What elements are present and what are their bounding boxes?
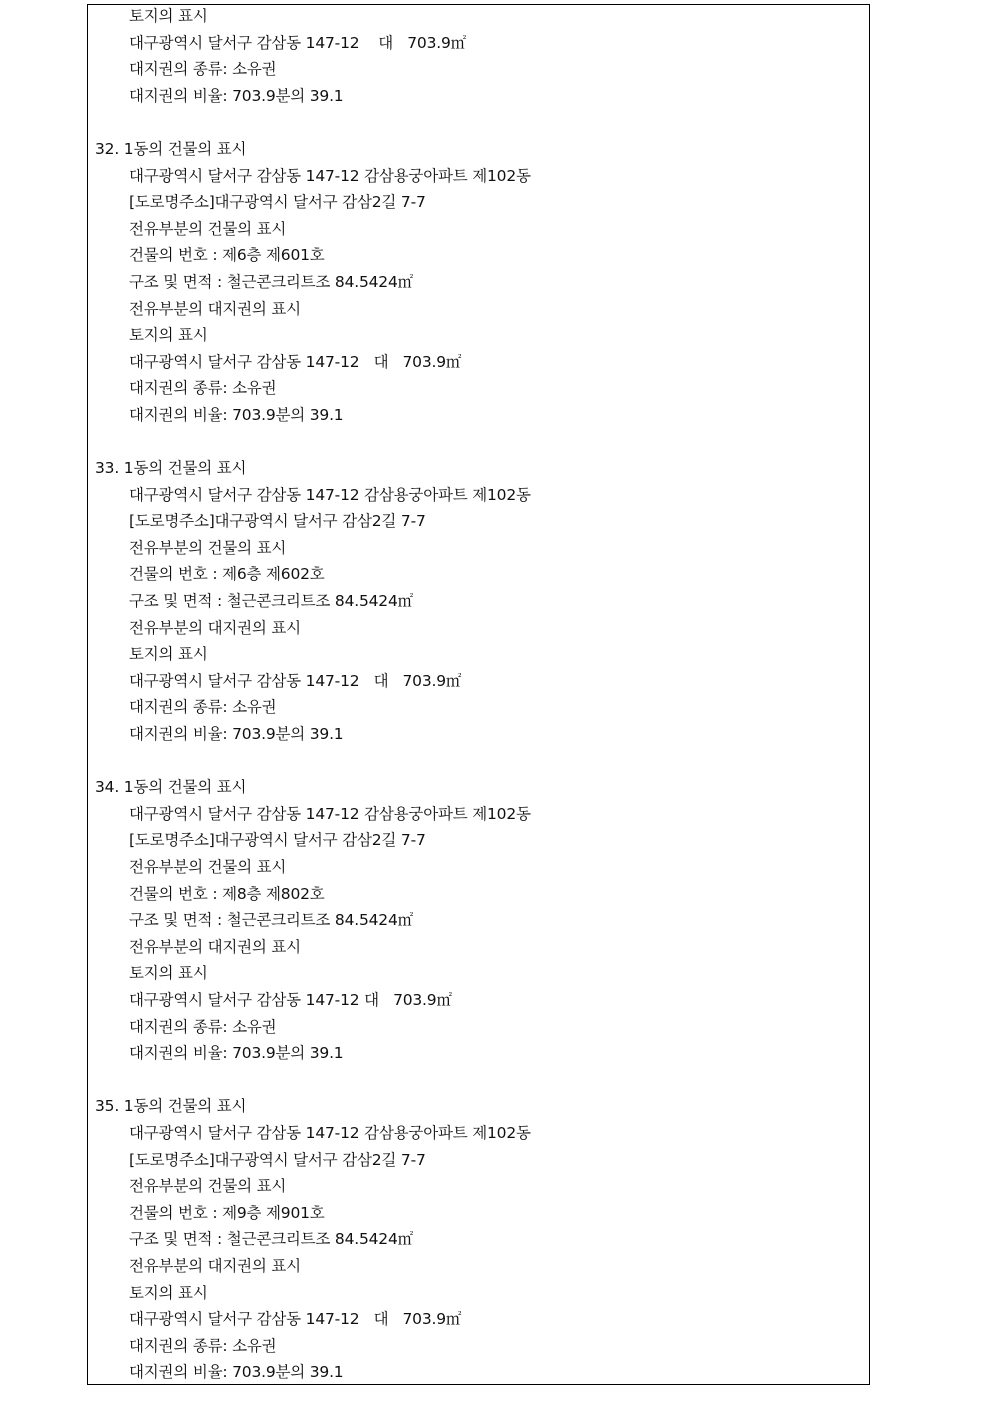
text-line: [도로명주소]대구광역시 달서구 감삼2길 7-7 [129, 193, 426, 212]
text-line: 대지권의 종류: 소유권 [129, 1336, 277, 1355]
text-line: 구조 및 면적 : 철근콘크리트조 84.5424㎡ [129, 911, 413, 930]
text-line: 대구광역시 달서구 감삼동 147-12 감삼용궁아파트 제102동 [129, 1123, 531, 1142]
spacer [95, 1067, 865, 1094]
spacer [95, 748, 865, 775]
text-line: 건물의 번호 : 제6층 제602호 [129, 565, 325, 584]
entry-heading: 32. 1동의 건물의 표시 [95, 139, 247, 158]
text-line: 전유부분의 대지권의 표시 [129, 937, 301, 956]
entry-33 [95, 455, 865, 748]
text-line: 전유부분의 대지권의 표시 [129, 1256, 301, 1275]
text-line: 대구광역시 달서구 감삼동 147-12 대 703.9㎡ [129, 671, 462, 690]
text-line: 대지권의 종류: 소유권 [129, 1017, 277, 1036]
text-line: [도로명주소]대구광역시 달서구 감삼2길 7-7 [129, 512, 426, 531]
top-partial-section [95, 3, 865, 109]
text-line: [도로명주소]대구광역시 달서구 감삼2길 7-7 [129, 1150, 426, 1169]
text-line: 대구광역시 달서구 감삼동 147-12 감삼용궁아파트 제102동 [129, 485, 531, 504]
entry-34 [95, 774, 865, 1067]
text-line: 대지권의 비율: 703.9분의 39.1 [129, 86, 344, 105]
text-line: 대지권의 종류: 소유권 [129, 60, 277, 79]
text-line: 전유부분의 건물의 표시 [129, 219, 287, 238]
text-line: 전유부분의 대지권의 표시 [129, 299, 301, 318]
text-line: 구조 및 면적 : 철근콘크리트조 84.5424㎡ [129, 272, 413, 291]
text-line: 대지권의 비율: 703.9분의 39.1 [129, 725, 344, 744]
text-line: 건물의 번호 : 제8층 제802호 [129, 884, 325, 903]
text-line: 전유부분의 건물의 표시 [129, 538, 287, 557]
text-line: 대지권의 비율: 703.9분의 39.1 [129, 405, 344, 424]
text-line: 대구광역시 달서구 감삼동 147-12 대 703.9㎡ [129, 1310, 462, 1329]
text-line: [도로명주소]대구광역시 달서구 감삼2길 7-7 [129, 831, 426, 850]
text-line: 전유부분의 건물의 표시 [129, 858, 287, 876]
text-line: 대지권의 비율: 703.9분의 39.1 [129, 1363, 344, 1382]
entry-35 [95, 1093, 865, 1386]
text-line: 대구광역시 달서구 감삼동 147-12 대 703.9㎡ [129, 990, 452, 1009]
text-line: 대지권의 비율: 703.9분의 39.1 [129, 1044, 344, 1063]
text-line: 구조 및 면적 : 철근콘크리트조 84.5424㎡ [129, 592, 413, 611]
text-line: 전유부분의 대지권의 표시 [129, 618, 301, 637]
text-line: 토지의 표시 [129, 326, 208, 345]
spacer [95, 109, 865, 136]
text-line: 대지권의 종류: 소유권 [129, 379, 277, 398]
entry-32 [95, 136, 865, 429]
text-line: 대구광역시 달서구 감삼동 147-12 대 703.9㎡ [129, 352, 462, 371]
spacer [95, 429, 865, 456]
entry-heading: 33. 1동의 건물의 표시 [95, 459, 247, 478]
text-line: 구조 및 면적 : 철근콘크리트조 84.5424㎡ [129, 1230, 413, 1249]
document-body [95, 3, 865, 1386]
entry-heading: 35. 1동의 건물의 표시 [95, 1097, 247, 1116]
text-line: 전유부분의 건물의 표시 [129, 1177, 287, 1196]
text-line: 건물의 번호 : 제6층 제601호 [129, 246, 325, 265]
text-line: 대구광역시 달서구 감삼동 147-12 감삼용궁아파트 제102동 [129, 166, 531, 185]
entry-heading: 34. 1동의 건물의 표시 [95, 778, 247, 797]
text-line: 대지권의 종류: 소유권 [129, 698, 277, 717]
text-line: 토지의 표시 [129, 7, 208, 25]
text-line: 토지의 표시 [129, 645, 208, 664]
text-line: 건물의 번호 : 제9층 제901호 [129, 1203, 325, 1222]
text-line: 토지의 표시 [129, 1283, 208, 1302]
text-line: 토지의 표시 [129, 964, 208, 983]
text-line: 대구광역시 달서구 감삼동 147-12 감삼용궁아파트 제102동 [129, 804, 531, 823]
text-line: 대구광역시 달서구 감삼동 147-12 대 703.9㎡ [129, 33, 466, 52]
